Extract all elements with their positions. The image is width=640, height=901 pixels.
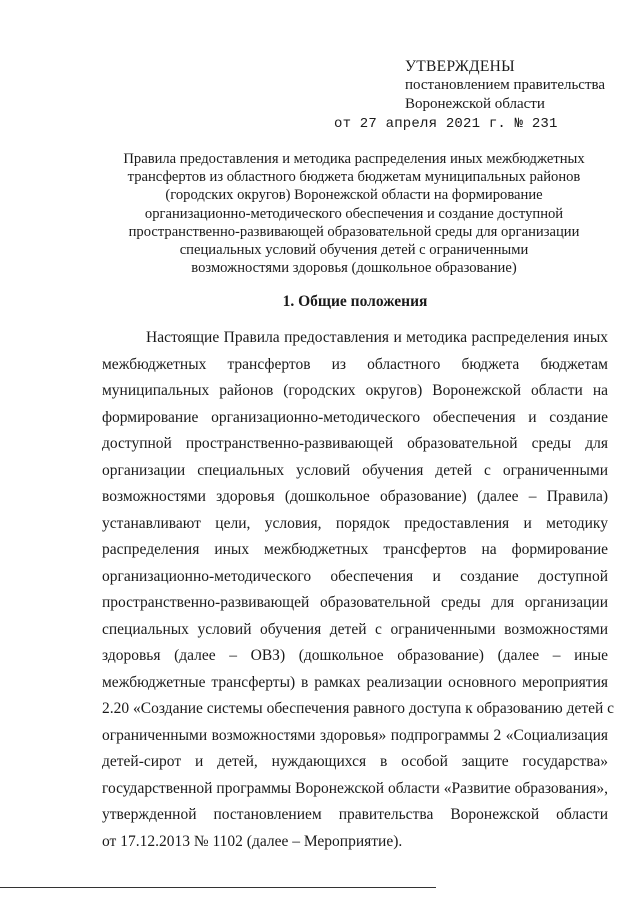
paragraph-line: муниципальных районов (городских округов) Воронежской области на [102, 382, 608, 399]
title-line: (городских округов) Воронежской области на формирование [165, 187, 543, 204]
title-line: Правила предоставления и методика распределения иных межбюджетных [123, 151, 585, 167]
paragraph-line: детей-сирот и детей, нуждающихся в особой защите государства» [102, 753, 608, 770]
paragraph-line: ограниченными возможностями здоровья» подпрограммы 2 «Социализация [102, 726, 608, 744]
paragraph-line: распределения иных межбюджетных трансфертов на формирование [102, 541, 608, 558]
paragraph-line: здоровья (далее – ОВЗ) (дошкольное образование) (далее – иные [102, 647, 608, 664]
paragraph-line: Настоящие Правила предоставления и методика распределения иных [146, 329, 608, 346]
approval-stamp [405, 57, 630, 114]
title-line: организационно-методического обеспечения и создание доступной [144, 205, 564, 222]
paragraph-line: организационно-методического обеспечения и создание доступной [102, 567, 608, 585]
approval-line-1: постановлением правительства [405, 77, 606, 93]
paragraph-line: возможностями здоровья (дошкольное образование) (далее – Правила) [102, 488, 608, 505]
document-title [98, 150, 610, 277]
approval-heading: УТВЕРЖДЕНЫ [405, 58, 515, 75]
approval-date: от 27 апреля 2021 г. № 231 [334, 116, 558, 132]
paragraph-line: межбюджетных трансфертов из областного бюджета бюджетам [102, 355, 608, 373]
body-paragraph [102, 325, 615, 855]
paragraph-line: 2.20 «Создание системы обеспечения равного доступа к образованию детей с [102, 700, 615, 717]
title-line: пространственно-развивающей образовательной среды для организации [128, 223, 580, 240]
paragraph-line: межбюджетные трансферты) в рамках реализации основного мероприятия [102, 673, 608, 691]
paragraph-line: утвержденной постановлением правительства Воронежской области [102, 806, 608, 823]
paragraph-line: устанавливают цели, условия, порядок предоставления и методику [102, 514, 608, 532]
title-line: трансфертов из областного бюджета бюджетам муниципальных районов [127, 169, 581, 186]
title-line: специальных условий обучения детей с ограниченными [179, 242, 529, 259]
paragraph-line: организации специальных условий обучения детей с ограниченными [102, 461, 608, 479]
section-heading: 1. Общие положения [282, 293, 428, 310]
paragraph-line: пространственно-развивающей образовательной среды для организации [102, 594, 608, 611]
approval-line-2: Воронежской области [405, 96, 545, 112]
paragraph-line: специальных условий обучения детей с ограниченными возможностями [102, 620, 608, 638]
paragraph-line: государственной программы Воронежской области «Развитие образования», [102, 779, 608, 797]
paragraph-line: от 17.12.2013 № 1102 (далее – Мероприятие). [102, 832, 403, 850]
paragraph-line: формирование организационно-методического обеспечения и создание [102, 408, 608, 426]
footer-divider [0, 887, 436, 888]
paragraph-line: доступной пространственно-развивающей образовательной среды для [102, 435, 608, 452]
title-line: возможностями здоровья (дошкольное образование) [191, 260, 517, 277]
